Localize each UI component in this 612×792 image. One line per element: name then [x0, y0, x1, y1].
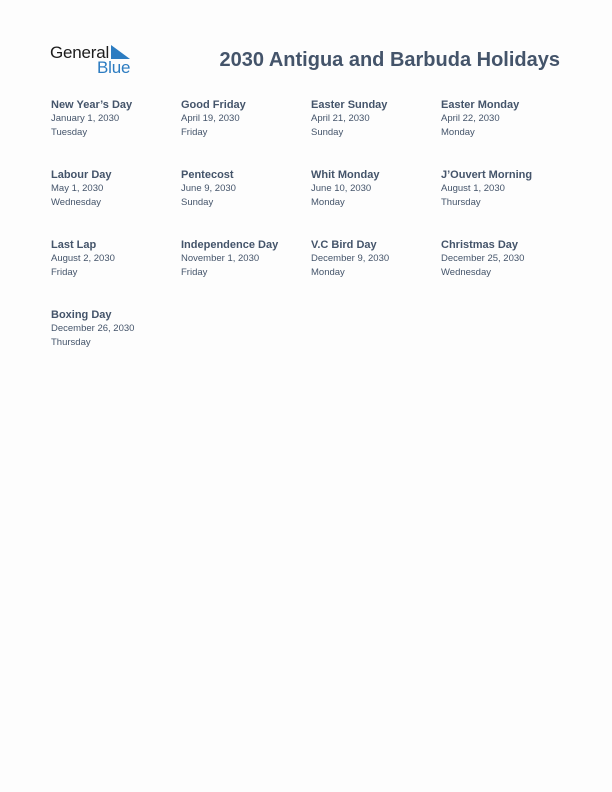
holiday-item — [181, 168, 307, 209]
generalblue-logo — [50, 43, 140, 77]
holiday-weekday: Monday — [311, 266, 345, 278]
holiday-item — [181, 98, 307, 139]
holiday-item — [441, 98, 567, 139]
holiday-name: New Year’s Day — [51, 99, 133, 111]
holiday-weekday: Friday — [181, 266, 208, 278]
logo-blue-text: Blue — [97, 58, 131, 77]
holiday-weekday: Friday — [181, 126, 208, 138]
holiday-date: August 1, 2030 — [441, 183, 505, 194]
holiday-name: Easter Sunday — [311, 99, 388, 111]
holiday-date: April 19, 2030 — [181, 113, 240, 124]
holiday-date: June 10, 2030 — [311, 183, 372, 194]
logo-flag-icon — [111, 45, 130, 59]
holiday-weekday: Wednesday — [51, 196, 101, 208]
holiday-name: Whit Monday — [311, 169, 380, 181]
holiday-date: December 9, 2030 — [311, 253, 390, 264]
holiday-name: Pentecost — [181, 169, 234, 181]
holiday-weekday: Monday — [441, 126, 475, 138]
holiday-weekday: Thursday — [51, 336, 91, 348]
holiday-weekday: Friday — [51, 266, 78, 278]
holiday-weekday: Monday — [311, 196, 345, 208]
holiday-name: J’Ouvert Morning — [441, 169, 533, 181]
holiday-item — [51, 168, 177, 209]
holiday-date: November 1, 2030 — [181, 253, 260, 264]
holiday-date: April 21, 2030 — [311, 113, 370, 124]
holiday-item — [311, 98, 437, 139]
holiday-name: Boxing Day — [51, 309, 112, 321]
holiday-name: Good Friday — [181, 99, 246, 111]
holiday-date: April 22, 2030 — [441, 113, 500, 124]
holiday-name: Easter Monday — [441, 99, 520, 111]
holiday-item — [441, 168, 567, 209]
holiday-weekday: Tuesday — [51, 126, 88, 138]
holiday-weekday: Wednesday — [441, 266, 491, 278]
holiday-weekday: Thursday — [441, 196, 481, 208]
holiday-item — [181, 238, 307, 279]
holiday-date: August 2, 2030 — [51, 253, 115, 264]
holiday-name: Labour Day — [51, 169, 112, 181]
holiday-date: December 25, 2030 — [441, 253, 525, 264]
holiday-name: Independence Day — [181, 239, 279, 251]
holiday-date: January 1, 2030 — [51, 113, 120, 124]
holiday-item — [51, 308, 177, 349]
holiday-item — [51, 238, 177, 279]
holiday-item — [51, 98, 177, 139]
holiday-item — [441, 238, 567, 279]
holiday-name: Last Lap — [51, 239, 97, 251]
holiday-item — [311, 168, 437, 209]
holiday-date: December 26, 2030 — [51, 323, 135, 334]
holiday-weekday: Sunday — [311, 126, 344, 138]
holiday-name: Christmas Day — [441, 239, 519, 251]
logo-general-text: General — [50, 43, 110, 62]
page-title: 2030 Antigua and Barbuda Holidays — [219, 49, 560, 71]
holiday-date: June 9, 2030 — [181, 183, 236, 194]
holiday-date: May 1, 2030 — [51, 183, 104, 194]
holiday-weekday: Sunday — [181, 196, 214, 208]
holiday-name: V.C Bird Day — [311, 239, 377, 251]
holiday-item — [311, 238, 437, 279]
